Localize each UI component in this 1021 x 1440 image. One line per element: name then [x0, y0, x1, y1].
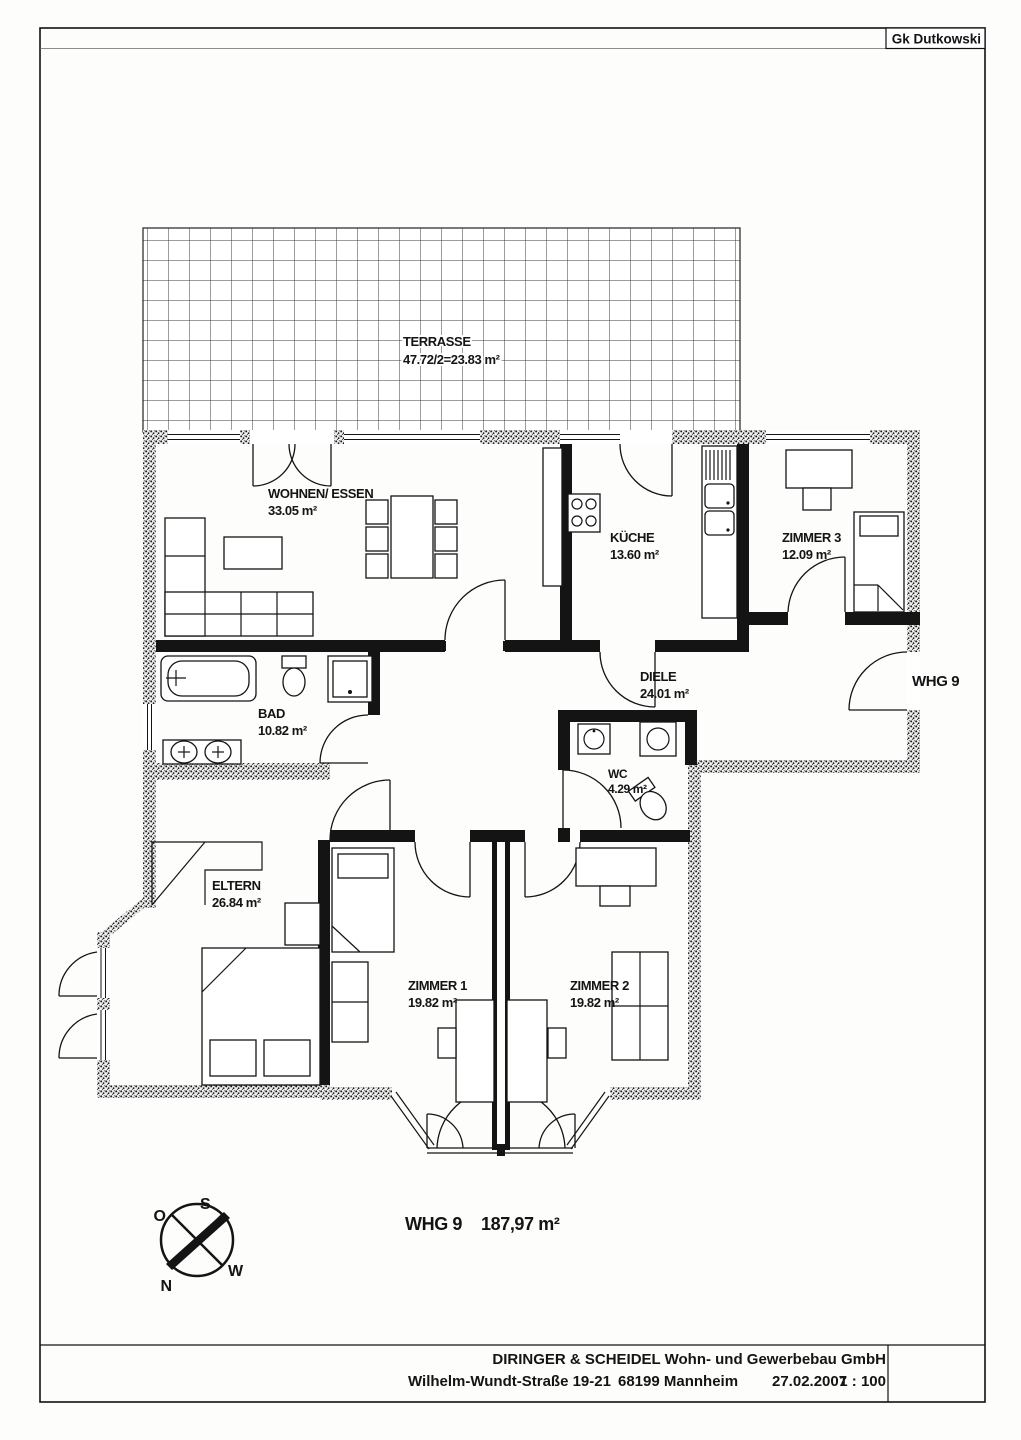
svg-text:ZIMMER 2: ZIMMER 2: [570, 978, 629, 993]
terrace-area: 47.72/2=23.83 m²: [403, 352, 500, 367]
zimmer2-door: [525, 842, 580, 897]
window: [97, 948, 110, 998]
svg-text:WC: WC: [608, 767, 628, 781]
wc-washbasin: [578, 724, 610, 754]
pillow: [264, 1040, 310, 1076]
svg-text:ELTERN: ELTERN: [212, 878, 261, 893]
room-label-bad: [258, 706, 308, 738]
chair: [438, 1028, 456, 1058]
kitchen-sink: [705, 511, 734, 535]
window: [560, 430, 620, 444]
svg-text:10.82 m²: 10.82 m²: [258, 723, 307, 738]
terrace-door: [253, 444, 331, 486]
company-name: DIRINGER & SCHEIDEL Wohn- und Gewerbebau GmbH: [492, 1351, 886, 1368]
toilet: [282, 656, 306, 696]
terrace-name: TERRASSE: [403, 334, 471, 349]
entry-door: [849, 652, 907, 710]
compass-north: N: [160, 1278, 172, 1295]
svg-text:DIELE: DIELE: [640, 669, 677, 684]
chair: [366, 500, 388, 524]
kitchen-balcony-door: [620, 444, 672, 496]
kitchen-counter: [702, 446, 737, 618]
compass-west: W: [228, 1263, 244, 1280]
bathtub: [161, 656, 256, 701]
dresser: [285, 903, 320, 945]
svg-text:WOHNEN/ ESSEN: WOHNEN/ ESSEN: [268, 486, 374, 501]
svg-text:13.60 m²: 13.60 m²: [610, 547, 659, 562]
entry-label: WHG 9: [912, 673, 960, 690]
svg-text:26.84 m²: 26.84 m²: [212, 895, 261, 910]
summary-unit: WHG 9: [405, 1214, 463, 1234]
window: [766, 430, 870, 444]
svg-text:ZIMMER 3: ZIMMER 3: [782, 530, 841, 545]
svg-text:4.29 m²: 4.29 m²: [608, 782, 647, 796]
svg-text:ZIMMER 1: ZIMMER 1: [408, 978, 467, 993]
desk: [786, 450, 852, 510]
compass-rose: [154, 1196, 244, 1295]
terrace: [143, 228, 740, 432]
plan-date: 27.02.2007: [772, 1373, 848, 1390]
bad-door: [320, 715, 368, 763]
casement-window-swing: [59, 952, 97, 996]
room-label-eltern: [212, 878, 262, 910]
terrace-door-opening: [250, 430, 334, 444]
room-label-wohnen-essen: [268, 486, 373, 518]
bed: [854, 512, 904, 612]
double-bed: [202, 948, 320, 1085]
casement-window-swing: [59, 1014, 97, 1058]
svg-text:KÜCHE: KÜCHE: [610, 530, 655, 545]
chair: [435, 554, 457, 578]
room-label-zimmer3: [782, 530, 841, 562]
chair: [600, 886, 630, 906]
plan-scale: 1 : 100: [839, 1373, 886, 1390]
wc-corner-sink: [640, 722, 676, 756]
summary-area: 187,97 m²: [481, 1214, 560, 1234]
bay-window: [391, 1092, 609, 1153]
window: [143, 704, 156, 750]
stove: [568, 494, 600, 532]
svg-text:19.82 m²: 19.82 m²: [408, 995, 457, 1010]
desk: [438, 1000, 494, 1102]
chair: [435, 500, 457, 524]
svg-text:24.01 m²: 24.01 m²: [640, 686, 689, 701]
svg-text:BAD: BAD: [258, 706, 285, 721]
chair: [366, 527, 388, 551]
zimmer3-door: [788, 557, 845, 612]
double-washbasin: [163, 740, 241, 764]
summary-label: [405, 1214, 560, 1234]
room-label-wc: [608, 767, 647, 796]
pillow: [860, 516, 898, 536]
compass-needle: [166, 1212, 230, 1270]
pillow: [338, 854, 388, 878]
shower: [328, 656, 372, 702]
sofa: [612, 952, 668, 1060]
desk: [507, 1000, 566, 1102]
window: [168, 430, 240, 444]
zimmer1-door: [415, 842, 470, 897]
author-label: Gk Dutkowski: [891, 31, 981, 47]
svg-text:12.09 m²: 12.09 m²: [782, 547, 831, 562]
svg-text:19.82 m²: 19.82 m²: [570, 995, 619, 1010]
chair: [435, 527, 457, 551]
kitchen-balcony-door-opening: [620, 430, 672, 444]
desk: [576, 848, 656, 906]
room-label-kueche: [610, 530, 660, 562]
window: [97, 1010, 110, 1060]
kitchen-sink: [705, 484, 734, 508]
chair: [548, 1028, 566, 1058]
chair: [803, 488, 831, 510]
compass-south: S: [200, 1196, 211, 1213]
chair: [366, 554, 388, 578]
svg-text:33.05 m²: 33.05 m²: [268, 503, 317, 518]
corner-sofa: [165, 518, 313, 636]
dining-table: [366, 496, 457, 578]
title-block: [40, 1345, 985, 1402]
pillow: [210, 1040, 256, 1076]
window: [344, 430, 480, 444]
living-room-door: [445, 580, 505, 640]
coffee-table: [224, 537, 282, 569]
bed: [332, 848, 394, 952]
cabinet: [543, 448, 562, 586]
sofa: [332, 962, 368, 1042]
city: 68199 Mannheim: [618, 1373, 739, 1390]
street-address: Wilhelm-Wundt-Straße 19-21: [408, 1373, 611, 1390]
room-label-diele: [640, 669, 690, 701]
compass-east: O: [153, 1208, 166, 1225]
bay-french-doors: [427, 1090, 575, 1148]
